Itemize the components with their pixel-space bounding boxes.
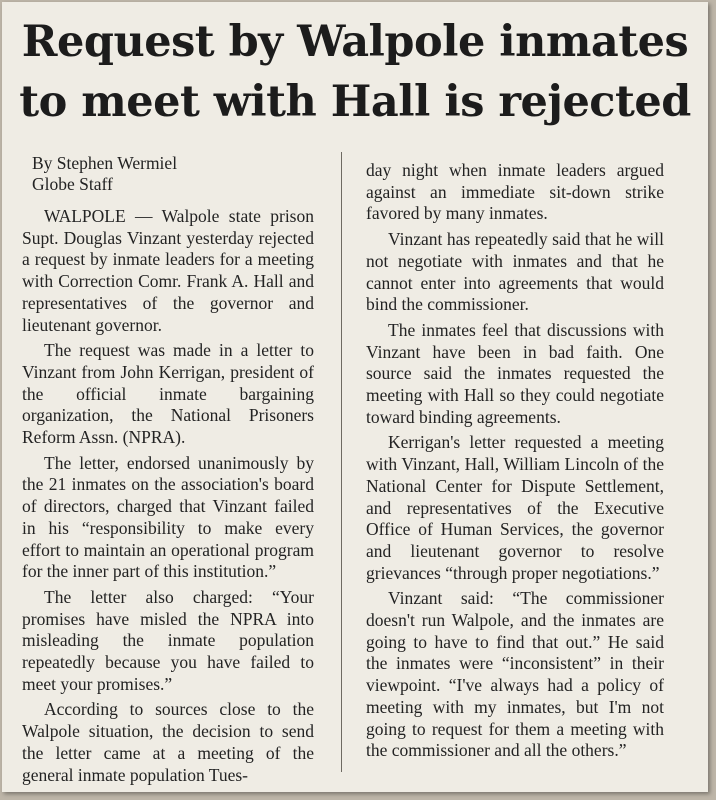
paragraph: day night when inmate leaders argued against an immediate sit-down strike favored by many inmates. <box>366 160 664 224</box>
article-column-right <box>366 160 664 766</box>
headline <box>2 12 708 132</box>
paragraph: The request was made in a letter to Vinzant from John Kerrigan, president of the official inmate bargaining organization, the National Prisoners Reform Assn. (NPRA). <box>22 340 314 448</box>
paragraph: The letter, endorsed unanimously by the 21 inmates on the association's board of directors, charged that Vinzant failed in his “responsibility to make every effort to maintain an operational program for the inner part of this institution.” <box>22 452 314 582</box>
article-column-left <box>22 153 314 790</box>
headline-line-1: Request by Walpole inmates <box>21 17 689 67</box>
paragraph: Kerrigan's letter requested a meeting with Vinzant, Hall, William Lincoln of the National Center for Dispute Settlement, and representatives of the Executive Office of Human Services, the governor and lieutenant governor to resolve grievances “through proper negotiations.” <box>366 432 664 583</box>
paragraph: The inmates feel that discussions with Vinzant have been in bad faith. One source said the inmates requested the meeting with Hall so they could negotiate toward binding agreements. <box>366 319 664 427</box>
newspaper-clipping <box>2 2 708 792</box>
byline-author: By Stephen Wermiel <box>32 153 178 173</box>
byline <box>32 153 314 195</box>
paragraph: Vinzant said: “The commissioner doesn't run Walpole, and the inmates are going to have to find that out.” He said the inmates were “inconsistent” in their viewpoint. “I've always had a policy of meeting with my inmates, but I'm not going to request for them a meeting with the commissioner and all the others.” <box>366 588 664 761</box>
headline-line-2: to meet with Hall is rejected <box>19 77 691 127</box>
paragraph: The letter also charged: “Your promises have misled the NPRA into misleading the inmate population repeatedly because you have failed to meet your promises.” <box>22 586 314 694</box>
paragraph: WALPOLE — Walpole state prison Supt. Douglas Vinzant yesterday rejected a request by inmate leaders for a meeting with Correction Comr. Frank A. Hall and representatives of the governor and lieutenant governor. <box>22 206 314 335</box>
column-divider <box>341 152 342 772</box>
paragraph: According to sources close to the Walpole situation, the decision to send the letter came at a meeting of the general inmate population Tues- <box>22 699 314 785</box>
byline-org: Globe Staff <box>32 174 113 194</box>
paragraph: Vinzant has repeatedly said that he will not negotiate with inmates and that he cannot enter into agreements that would bind the commissioner. <box>366 229 664 315</box>
